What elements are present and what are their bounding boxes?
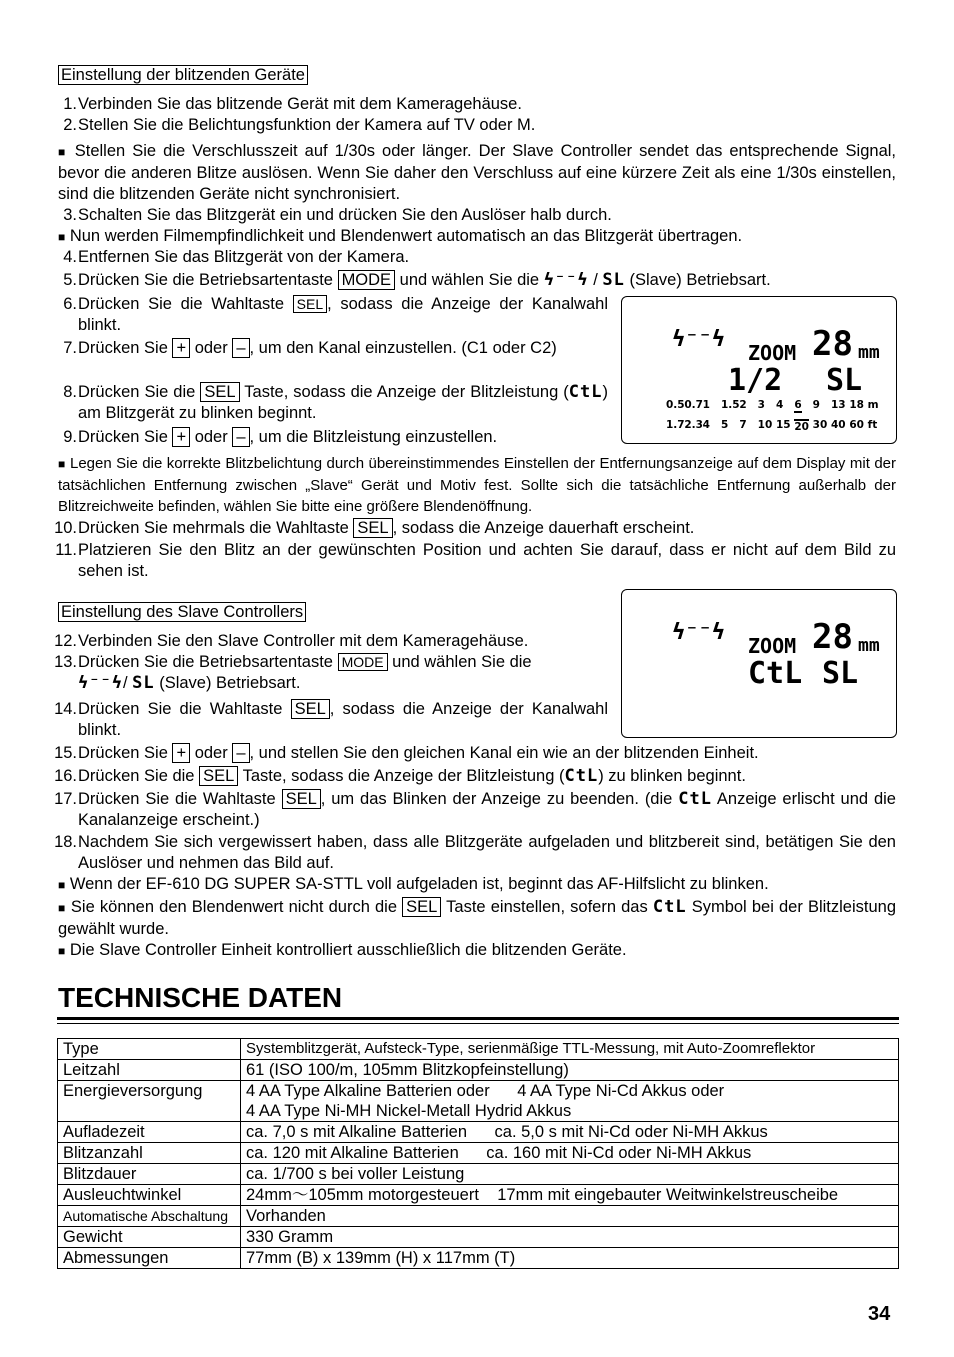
scale-ft-tick: 2.3 — [684, 419, 703, 431]
slave-flash-icon: ϟ⁻⁻ϟ — [543, 270, 589, 290]
sel-key: SEL — [282, 789, 321, 809]
step-9: 9. Drücken Sie + oder – , um die Blitzleistung einzustellen. — [63, 428, 498, 446]
flash-icon: ϟ⁻⁻ϟ — [672, 327, 725, 352]
scale-ft-tick: 1.7 — [666, 419, 685, 431]
scale-m-tick: 2 — [739, 399, 747, 411]
step-14: 14. Drücken Sie die Wahltaste SEL , sodass die Anzeige der Kanalwahl blinkt. — [54, 700, 609, 739]
ctl-indicator: CtL — [748, 656, 803, 691]
step-2: 2. Stellen Sie die Belichtungsfunktion der Kamera auf TV oder M. — [63, 116, 536, 134]
sel-key: SEL — [353, 518, 392, 538]
lcd-display-slave — [621, 296, 897, 444]
scale-m-tick: m — [867, 399, 879, 411]
table-row: Energieversorgung 4 AA Type Alkaline Batterien oder 4 AA Type Ni-Cd Akkus oder 4 AA Type Ni-MH Nickel-Metall Hydrid Akkus — [58, 1081, 899, 1122]
scale-m-tick: 1 — [702, 399, 710, 411]
page-number: 34 — [868, 1303, 891, 1325]
table-row: Automatische Abschaltung Vorhanden — [58, 1206, 899, 1227]
sel-key: SEL — [291, 699, 330, 719]
step-12: 12. Verbinden Sie den Slave Controller mit dem Kameragehäuse. — [54, 632, 529, 650]
bullet-3: ■ Legen Sie die korrekte Blitzbelichtung durch übereinstimmendes Einstellen der Entfernungsanzeige auf dem Display mit der tatsächlichen Entfernung zwischen „Slave“ Gerät und Motiv fest. Sollte sich die tatsächliche Entfernung außerhalb der Blitzreichweite befinden, wählen Sie bitte eine größere Blendenöffnung. — [58, 455, 897, 515]
ctl-symbol-icon: CtL — [652, 897, 687, 917]
mode-key: MODE — [338, 653, 388, 671]
table-row: Gewicht 330 Gramm — [58, 1227, 899, 1248]
title-rule-thick — [57, 1017, 899, 1020]
tech-title: TECHNISCHE DATEN — [58, 982, 343, 1013]
plus-key: + — [172, 338, 190, 358]
scale-ft-tick: 20 — [794, 421, 809, 433]
bullet-5: ■ Sie können den Blendenwert nicht durch die SEL Taste einstellen, sofern das CtL Symbol bei der Blitzleistung gewählt wurde. — [58, 897, 896, 938]
scale-ft-tick: ft — [867, 419, 878, 431]
distance-scale-ft — [666, 419, 886, 435]
table-row: Blitzanzahl ca. 120 mit Alkaline Batterien ca. 160 mit Ni-Cd oder Ni-MH Akkus — [58, 1143, 899, 1164]
step-16: 16. Drücken Sie die SEL Taste, sodass die Anzeige der Blitzleistung (CtL) zu blinken beginnt. — [54, 766, 746, 786]
scale-ft-tick: 30 — [812, 419, 828, 431]
zoom-label: ZOOM — [748, 341, 797, 365]
scale-ft-tick: 10 — [757, 419, 773, 431]
zoom-label: ZOOM — [748, 634, 797, 658]
table-row: Type Systemblitzgerät, Aufsteck-Type, serienmäßige TTL-Messung, mit Auto-Zoomreflektor — [58, 1039, 899, 1060]
distance-scale-m — [666, 399, 886, 415]
lcd-display-controller — [621, 589, 897, 738]
bullet-4: ■ Wenn der EF-610 DG SUPER SA-STTL voll aufgeladen ist, beginnt das AF-Hilfslicht zu blinken. — [58, 875, 769, 893]
bullet-2: ■ Nun werden Filmempfindlichkeit und Blendenwert automatisch an das Blitzgerät übertragen. — [58, 227, 743, 245]
scale-m-tick: 1.5 — [721, 399, 740, 411]
section2-heading: Einstellung des Slave Controllers — [58, 603, 306, 622]
bullet-1: ■ Stellen Sie die Verschlusszeit auf 1/30s oder länger. Der Slave Controller sendet das entsprechende Signal, bevor die anderen Blitze auslösen. Wenn Sie daher den Verschluss auf eine kürzere Zeit als eine 1/30s einstellen, sind die blitzenden Geräte nicht synchronisiert. — [58, 142, 896, 203]
step-10: 10. Drücken Sie mehrmals die Wahltaste SEL , sodass die Anzeige dauerhaft erscheint. — [54, 519, 695, 537]
scale-ft-tick: 15 — [776, 419, 791, 431]
sel-key: SEL — [200, 382, 239, 402]
sel-key: SEL — [199, 766, 238, 786]
bullet-6: ■ Die Slave Controller Einheit kontrolliert ausschließlich die blitzenden Geräte. — [58, 941, 627, 959]
step-18: 18. Nachdem Sie sich vergewissert haben, dass alle Blitzgeräte aufgeladen und blitzbereit sind, betätigen Sie den Auslöser und nehmen das Bild auf. — [54, 833, 896, 872]
focal-length: 28 — [812, 617, 853, 657]
step-13: 13. Drücken Sie die Betriebsartentaste MODE und wählen Sie die ϟ⁻⁻ϟ/ SL (Slave) Betriebsart. — [54, 653, 532, 693]
scale-m-tick: 0.7 — [684, 399, 703, 411]
scale-m-tick: 0.5 — [666, 399, 685, 411]
table-row: Abmessungen 77mm (B) x 139mm (H) x 117mm (T) — [58, 1248, 899, 1269]
step-8: 8. Drücken Sie die SEL Taste, sodass die Anzeige der Blitzleistung (CtL) am Blitzgerät zu blinken beginnt. — [63, 382, 608, 422]
scale-m-tick: 6 — [794, 399, 802, 411]
scale-m-tick: 4 — [776, 399, 784, 411]
table-row: Ausleuchtwinkel 24mm～105mm motorgesteuert 17mm mit eingebauter Weitwinkelstreuscheibe — [58, 1185, 899, 1206]
plus-key: + — [172, 427, 190, 447]
flash-power: 1/2 — [728, 363, 783, 398]
mm-unit: mm — [858, 635, 880, 656]
slave-flash-icon: ϟ⁻⁻ϟ — [78, 673, 123, 693]
step-5: 5. Drücken Sie die Betriebsartentaste MODE und wählen Sie die ϟ⁻⁻ϟ / SL (Slave) Betriebsart. — [63, 270, 771, 290]
step-15: 15. Drücken Sie + oder – , und stellen Sie den gleichen Kanal ein wie an der blitzenden Einheit. — [54, 744, 759, 762]
spec-table — [57, 1038, 899, 1269]
scale-ft-tick: 4 — [702, 419, 710, 431]
ctl-symbol-icon: CtL — [568, 382, 603, 402]
step-4: 4. Entfernen Sie das Blitzgerät von der Kamera. — [63, 248, 410, 266]
step-11: 11. Platzieren Sie den Blitz an der gewünschten Position und achten Sie darauf, dass er nicht auf dem Bild zu sehen ist. — [55, 541, 896, 580]
plus-key: + — [172, 743, 190, 763]
table-row: Leitzahl 61 (ISO 100/m, 105mm Blitzkopfeinstellung) — [58, 1060, 899, 1081]
scale-m-tick: 13 — [831, 399, 846, 411]
minus-key: – — [232, 743, 249, 763]
sel-key: SEL — [293, 295, 327, 313]
scale-ft-tick: 60 — [849, 419, 864, 431]
table-row: Aufladezeit ca. 7,0 s mit Alkaline Batterien ca. 5,0 s mit Ni-Cd oder Ni-MH Akkus — [58, 1122, 899, 1143]
sl-symbol-icon: SL — [602, 270, 625, 290]
title-rule-thin — [57, 1023, 899, 1024]
section1-heading: Einstellung der blitzenden Geräte — [58, 66, 308, 85]
mode-key: MODE — [338, 270, 396, 290]
mm-unit: mm — [858, 342, 880, 363]
slave-mode: SL — [826, 363, 863, 398]
scale-m-tick: 9 — [812, 399, 820, 411]
ctl-symbol-icon: CtL — [678, 789, 712, 809]
sl-symbol-icon: SL — [132, 673, 155, 693]
step-1: 1. Verbinden Sie das blitzende Gerät mit dem Kameragehäuse. — [63, 95, 522, 113]
focal-length: 28 — [812, 324, 853, 364]
step-3: 3. Schalten Sie das Blitzgerät ein und drücken Sie den Auslöser halb durch. — [63, 206, 612, 224]
step-17: 17. Drücken Sie die Wahltaste SEL , um das Blinken der Anzeige zu beenden. (die CtL Anzeige erlischt und die Kanalanzeige erscheint.) — [54, 789, 896, 829]
step-7: 7. Drücken Sie + oder – , um den Kanal einzustellen. (C1 oder C2) — [63, 339, 557, 357]
scale-ft-tick: 7 — [739, 419, 747, 431]
scale-ft-tick: 40 — [831, 419, 846, 431]
slave-mode: SL — [822, 656, 859, 691]
minus-key: – — [232, 338, 249, 358]
scale-m-tick: 18 — [849, 399, 864, 411]
step-6: 6. Drücken Sie die Wahltaste SEL , sodass die Anzeige der Kanalwahl blinkt. — [63, 295, 608, 334]
scale-ft-tick: 5 — [721, 419, 729, 431]
scale-m-tick: 3 — [757, 399, 765, 411]
minus-key: – — [232, 427, 249, 447]
sel-key: SEL — [402, 897, 441, 917]
table-row: Blitzdauer ca. 1/700 s bei voller Leistung — [58, 1164, 899, 1185]
flash-icon: ϟ⁻⁻ϟ — [672, 620, 725, 645]
ctl-symbol-icon: CtL — [564, 766, 599, 786]
